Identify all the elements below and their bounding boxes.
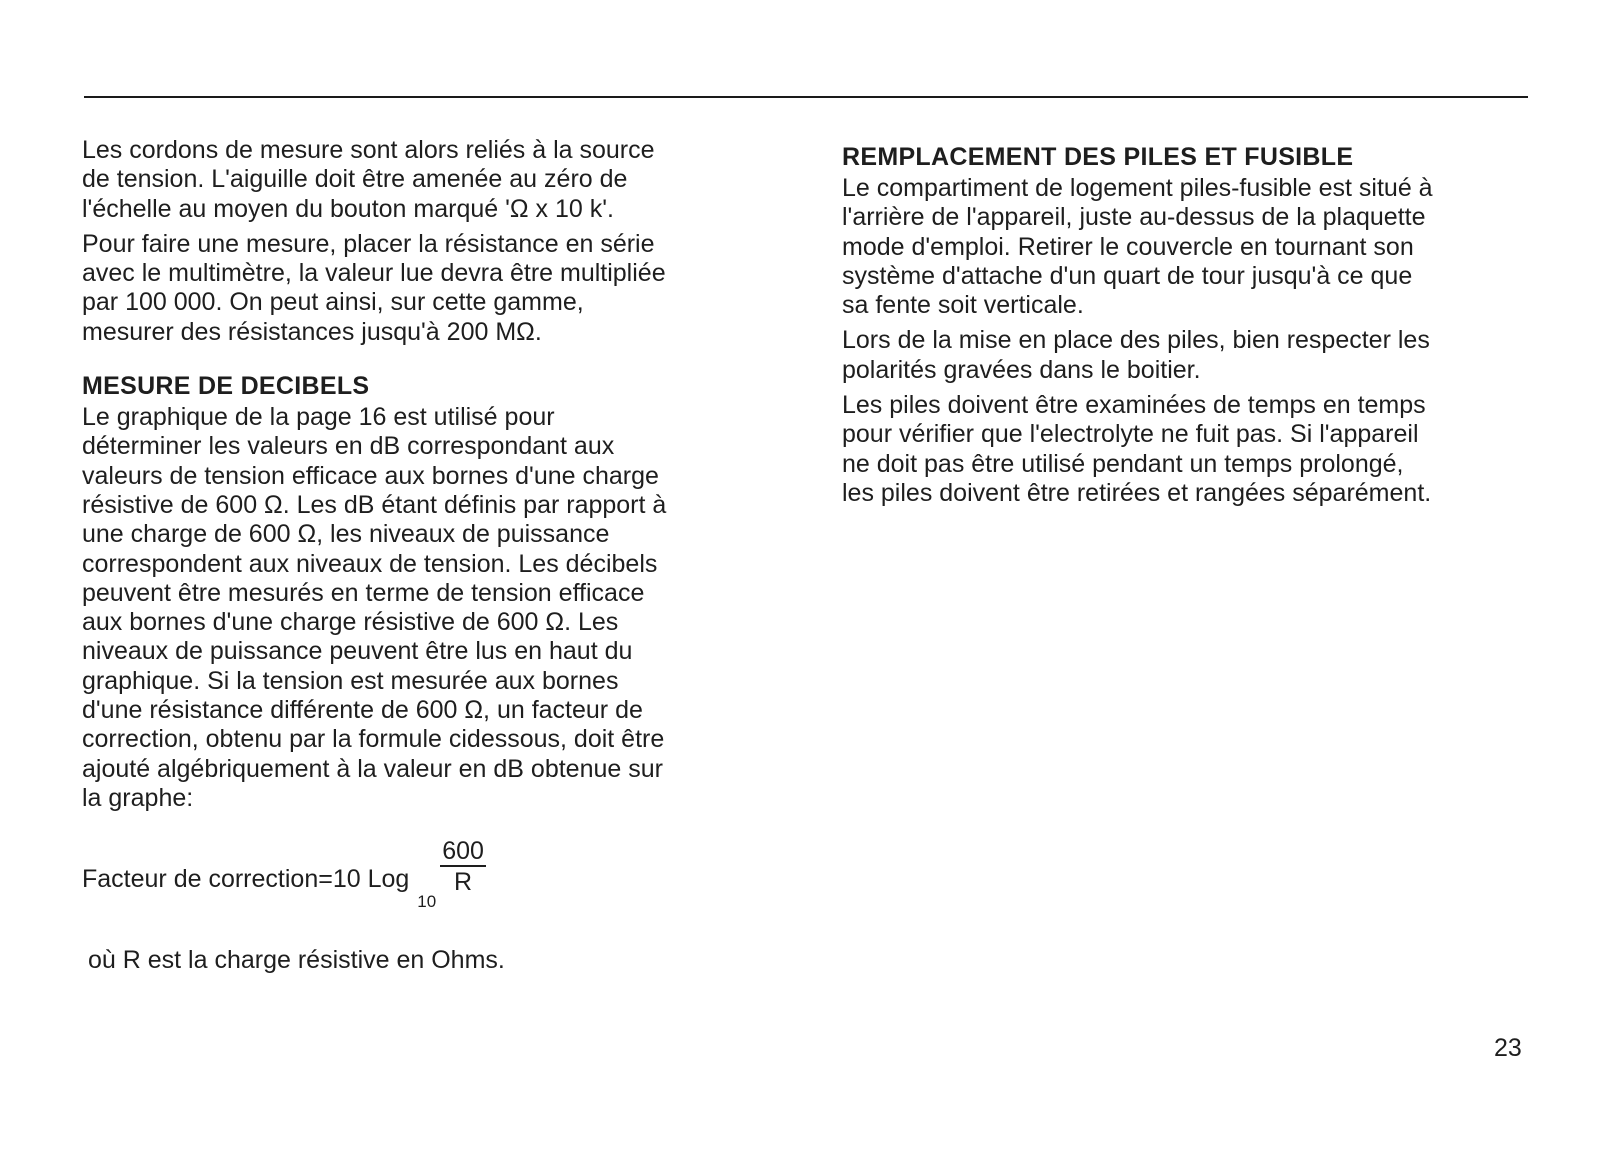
text-line: la graphe: bbox=[82, 783, 194, 812]
text-line: avec le multimètre, la valeur lue devra être multipliée bbox=[82, 259, 666, 288]
text-line: Les piles doivent être examinées de temps en temps bbox=[842, 391, 1426, 420]
text-line: mode d'emploi. Retirer le couvercle en tournant son bbox=[842, 232, 1414, 261]
text-line: sa fente soit verticale. bbox=[842, 291, 1084, 320]
compartment-paragraph bbox=[842, 174, 1522, 320]
text-line: de tension. L'aiguille doit être amenée au zéro de bbox=[82, 165, 628, 194]
formula-numerator: 600 bbox=[442, 837, 484, 866]
text-line: pour vérifier que l'electrolyte ne fuit pas. Si l'appareil bbox=[842, 420, 1419, 449]
page-number: 23 bbox=[1494, 1034, 1522, 1062]
text-line: valeurs de tension efficace aux bornes d'une charge bbox=[82, 461, 659, 490]
text-line: d'une résistance différente de 600 Ω, un facteur de bbox=[82, 696, 643, 725]
text-line: ne doit pas être utilisé pendant un temps prolongé, bbox=[842, 449, 1404, 478]
left-column bbox=[82, 136, 772, 976]
text-line: Le compartiment de logement piles-fusible est situé à bbox=[842, 174, 1433, 202]
text-line: ajouté algébriquement à la valeur en dB obtenue sur bbox=[82, 754, 663, 783]
battery-check-paragraph bbox=[842, 391, 1522, 508]
decibels-paragraph bbox=[82, 403, 772, 813]
formula-note: où R est la charge résistive en Ohms. bbox=[88, 946, 505, 975]
text-line: mesurer des résistances jusqu'à 200 MΩ. bbox=[82, 317, 542, 346]
formula-label: Facteur de correction=10 Log bbox=[82, 865, 410, 894]
text-line: polarités gravées dans le boitier. bbox=[842, 355, 1201, 384]
formula-fraction bbox=[440, 837, 486, 897]
text-line: Lors de la mise en place des piles, bien respecter les bbox=[842, 326, 1430, 355]
formula-denominator: R bbox=[454, 868, 473, 897]
text-line: résistive de 600 Ω. Les dB étant définis par rapport à bbox=[82, 490, 667, 519]
text-line: l'arrière de l'appareil, juste au-dessus de la plaquette bbox=[842, 203, 1426, 232]
text-line: correction, obtenu par la formule cidessous, doit être bbox=[82, 725, 665, 754]
text-line: aux bornes d'une charge résistive de 600 Ω. Les bbox=[82, 608, 619, 637]
polarity-paragraph bbox=[842, 326, 1522, 385]
replacement-heading: REMPLACEMENT DES PILES ET FUSIBLE bbox=[842, 143, 1354, 171]
text-line: les piles doivent être retirées et rangées séparément. bbox=[842, 478, 1432, 507]
text-line: Le graphique de la page 16 est utilisé pour bbox=[82, 403, 555, 432]
correction-formula bbox=[82, 837, 772, 916]
text-line: déterminer les valeurs en dB correspondant aux bbox=[82, 432, 615, 461]
text-line: une charge de 600 Ω, les niveaux de puissance bbox=[82, 520, 610, 549]
text-line: par 100 000. On peut ainsi, sur cette gamme, bbox=[82, 288, 584, 317]
text-line: correspondent aux niveaux de tension. Les décibels bbox=[82, 549, 658, 578]
text-line: l'échelle au moyen du bouton marqué 'Ω x 10 k'. bbox=[82, 194, 614, 223]
text-line: Les cordons de mesure sont alors reliés à la source bbox=[82, 136, 655, 164]
text-line: Pour faire une mesure, placer la résistance en série bbox=[82, 229, 655, 258]
text-line: niveaux de puissance peuvent être lus en haut du bbox=[82, 637, 633, 666]
right-column bbox=[842, 142, 1522, 514]
text-line: graphique. Si la tension est mesurée aux bornes bbox=[82, 666, 619, 695]
formula-log-base: 10 bbox=[417, 892, 437, 912]
decibels-heading: MESURE DE DECIBELS bbox=[82, 372, 370, 401]
text-line: système d'attache d'un quart de tour jusqu'à ce que bbox=[842, 261, 1413, 290]
intro-paragraph bbox=[82, 136, 772, 224]
top-rule bbox=[84, 96, 1528, 98]
measurement-paragraph bbox=[82, 230, 772, 347]
text-line: peuvent être mesurés en terme de tension efficace bbox=[82, 578, 645, 607]
